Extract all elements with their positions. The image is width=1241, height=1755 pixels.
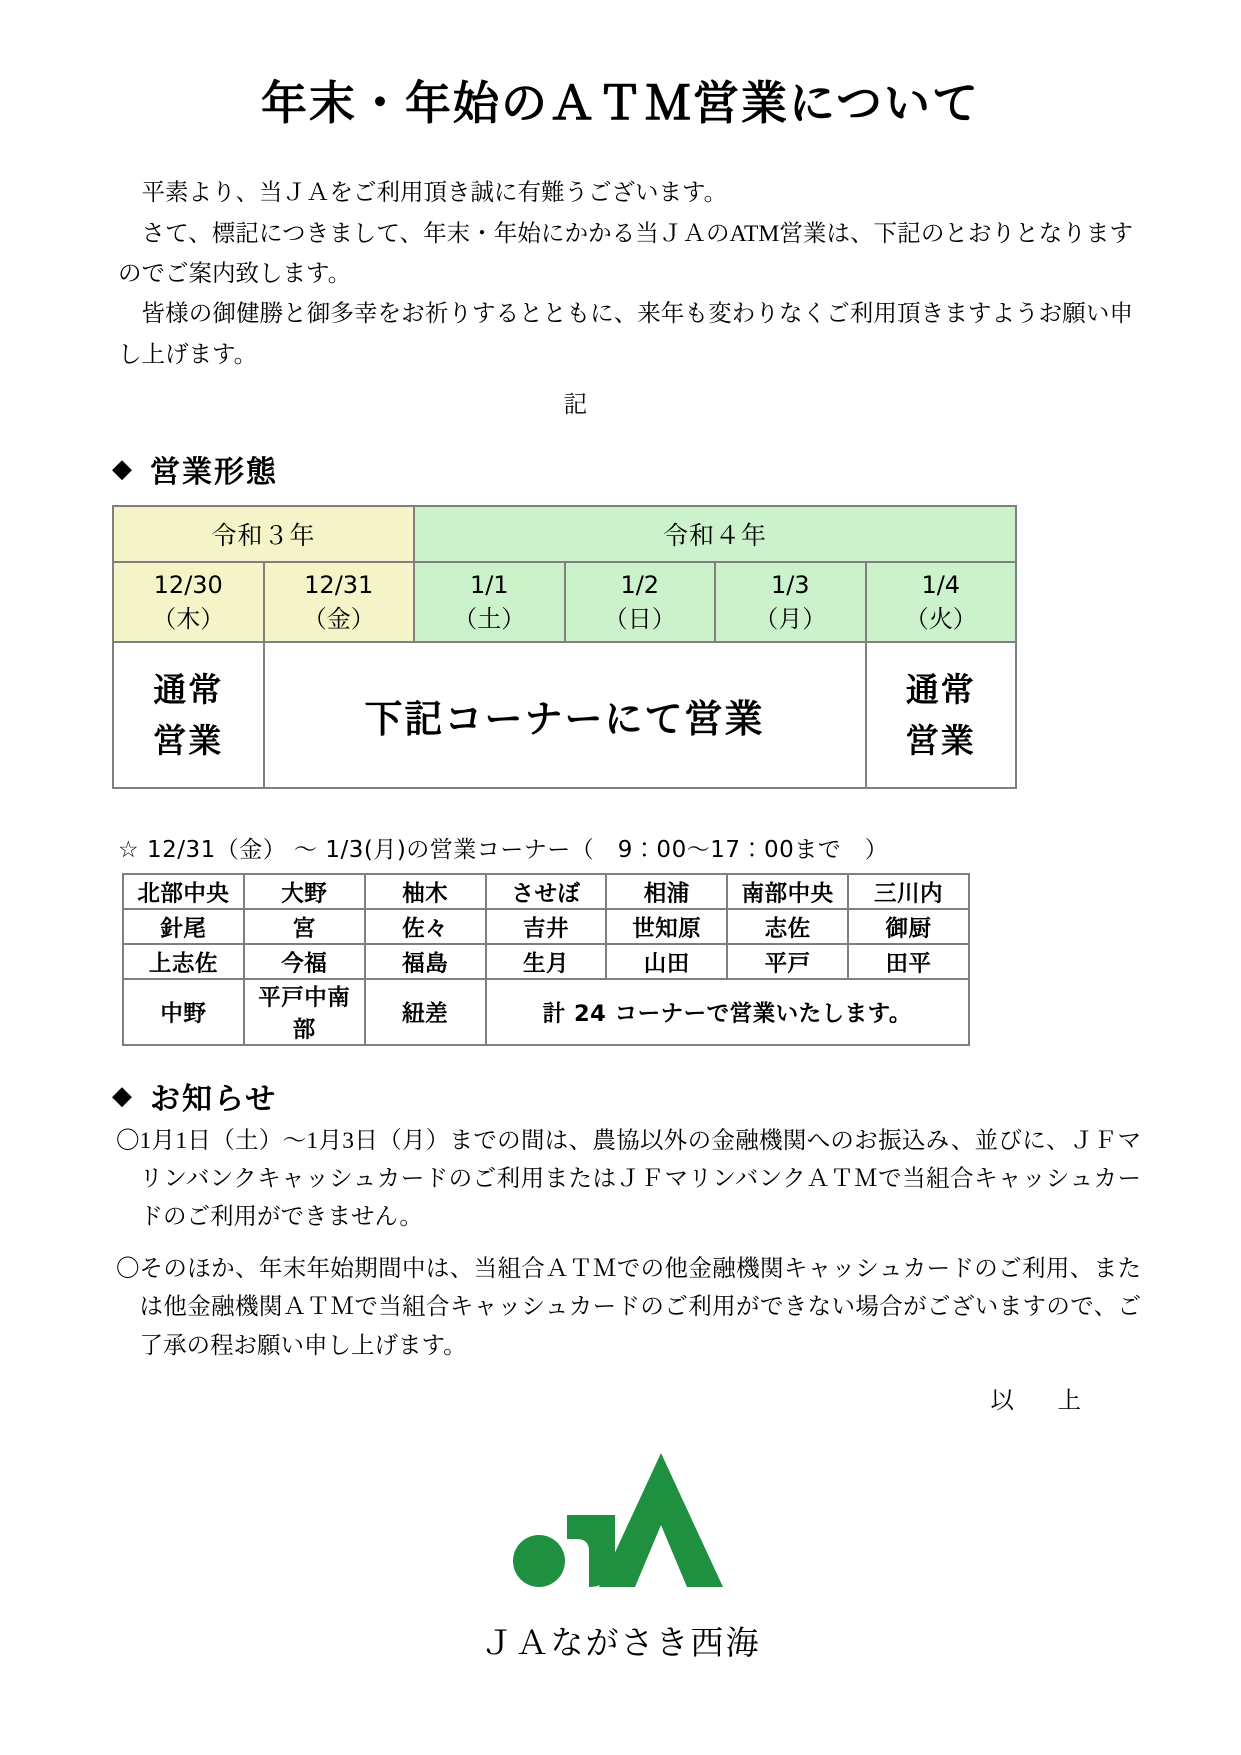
notice-list: [0, 1118, 1241, 1364]
notice-text: 1月1日（土）～1月3日（月）までの間は、農協以外の金融機関へのお振込み、並びに、ＪＦマリンバンクキャッシュカードのご利用またはＪＦマリンバンクＡＴＭで当組合キャッシュカードのご利用ができません。: [139, 1128, 1141, 1231]
corner-cell: 針尾: [123, 909, 244, 944]
logo-area: [0, 1415, 1241, 1603]
date-dayofweek: （木）: [152, 605, 225, 634]
table-row: [123, 979, 969, 1045]
intro-paragraph-1: 平素より、当ＪＡをご利用頂き誠に有難うございます。: [141, 180, 728, 207]
status-cell-normal-right: [866, 642, 1017, 788]
corner-cell: 大野: [244, 874, 365, 909]
diamond-bullet-icon: ◆: [112, 454, 134, 485]
ja-logo-icon: [511, 1443, 731, 1598]
table-row: [123, 944, 969, 979]
table-row-dates: [113, 562, 1016, 642]
date-cell-0103: [715, 562, 866, 642]
corner-cell: 今福: [244, 944, 365, 979]
corner-cell: 山田: [606, 944, 727, 979]
corner-cell: 福島: [365, 944, 486, 979]
list-item: [116, 1250, 1141, 1364]
circle-bullet-icon: 〇: [116, 1256, 140, 1283]
status-line-1: 通常: [905, 670, 976, 710]
corner-cell: 宮: [244, 909, 365, 944]
date-dayofweek: （土）: [453, 605, 526, 634]
corner-cell: 世知原: [606, 909, 727, 944]
section-heading-label: お知らせ: [150, 1082, 278, 1118]
date-dayofweek: （金）: [302, 605, 375, 634]
corner-cell: 紐差: [365, 979, 486, 1045]
date-number: 12/30: [153, 571, 223, 600]
corner-cell: 生月: [486, 944, 607, 979]
table-row: [123, 909, 969, 944]
date-dayofweek: （日）: [603, 605, 676, 634]
page-title: 年末・年始のＡＴＭ営業について: [260, 76, 981, 130]
section-heading-announcements: [0, 1074, 1241, 1118]
status-middle-label: 下記コーナーにて営業: [364, 696, 765, 741]
organization-name: ＪＡながさき西海: [480, 1622, 761, 1662]
date-cell-0104: [866, 562, 1017, 642]
date-number: 1/4: [921, 571, 961, 600]
corner-hours-notice: [0, 789, 1241, 864]
date-number: 12/31: [304, 571, 374, 600]
corner-cell: させぼ: [486, 874, 607, 909]
diamond-bullet-icon: ◆: [112, 1081, 134, 1112]
status-line-2: 営業: [153, 721, 224, 761]
corner-cell: 平戸: [727, 944, 848, 979]
corner-cell: 中野: [123, 979, 244, 1045]
corner-cell: 三川内: [848, 874, 969, 909]
status-cell-limited-corners: [264, 642, 866, 788]
corner-cell: 柚木: [365, 874, 486, 909]
circle-bullet-icon: 〇: [116, 1128, 140, 1155]
date-number: 1/3: [770, 571, 810, 600]
schedule-table-wrapper: [0, 491, 1241, 789]
year-header-reiwa4: 令和４年: [414, 506, 1016, 562]
year-header-reiwa3: 令和３年: [113, 506, 414, 562]
status-line-1: 通常: [153, 670, 224, 710]
corner-cell: 平戸中南部: [244, 979, 365, 1045]
notice-text: そのほか、年末年始期間中は、当組合ＡＴＭでの他金融機関キャッシュカードのご利用、または他金融機関ＡＴＭで当組合キャッシュカードのご利用ができない場合がございますので、ご了承の程お願い申し上げます。: [139, 1256, 1141, 1359]
intro-block: [0, 131, 1241, 375]
corner-cell: 吉井: [486, 909, 607, 944]
section-heading-label: 営業形態: [150, 455, 278, 491]
table-row: [123, 874, 969, 909]
list-item: [116, 1122, 1141, 1236]
date-cell-1231: [264, 562, 415, 642]
star-icon: ☆: [118, 837, 140, 864]
intro-paragraph-3: 皆様の御健勝と御多幸をお祈りするとともに、来年も変わりなくご利用頂きますようお願い申し上げます。: [118, 301, 1133, 368]
corner-cell: 佐々: [365, 909, 486, 944]
ki-mark: 記: [563, 392, 588, 419]
corner-cell: 南部中央: [727, 874, 848, 909]
status-line-2: 営業: [905, 721, 976, 761]
corner-table-wrapper: [0, 864, 1241, 1046]
corner-cell: 御厨: [848, 909, 969, 944]
corner-cell: 田平: [848, 944, 969, 979]
corner-cell: 相浦: [606, 874, 727, 909]
corner-cell: 志佐: [727, 909, 848, 944]
table-row-years: [113, 506, 1016, 562]
corner-hours-text: 12/31（金） ～ 1/3(月)の営業コーナー（ 9：00～17：00まで ）: [146, 837, 889, 864]
table-row-status: [113, 642, 1016, 788]
date-cell-1230: [113, 562, 264, 642]
closing-mark: 以 上: [990, 1387, 1091, 1414]
section-heading-business-form: [0, 447, 1241, 491]
corner-cell: 北部中央: [123, 874, 244, 909]
schedule-table: [112, 505, 1017, 789]
date-dayofweek: （火）: [904, 605, 977, 634]
date-number: 1/1: [469, 571, 509, 600]
date-number: 1/2: [620, 571, 660, 600]
date-cell-0101: [414, 562, 565, 642]
corner-cell: 上志佐: [123, 944, 244, 979]
date-dayofweek: （月）: [754, 605, 827, 634]
intro-paragraph-2: さて、標記につきまして、年末・年始にかかる当ＪＡのATM営業は、下記のとおりとなりますのでご案内致します。: [118, 220, 1133, 287]
status-cell-normal-left: [113, 642, 264, 788]
corner-table: [122, 873, 970, 1046]
date-cell-0102: [565, 562, 716, 642]
corner-total-cell: 計 24 コーナーで営業いたします。: [486, 979, 969, 1045]
